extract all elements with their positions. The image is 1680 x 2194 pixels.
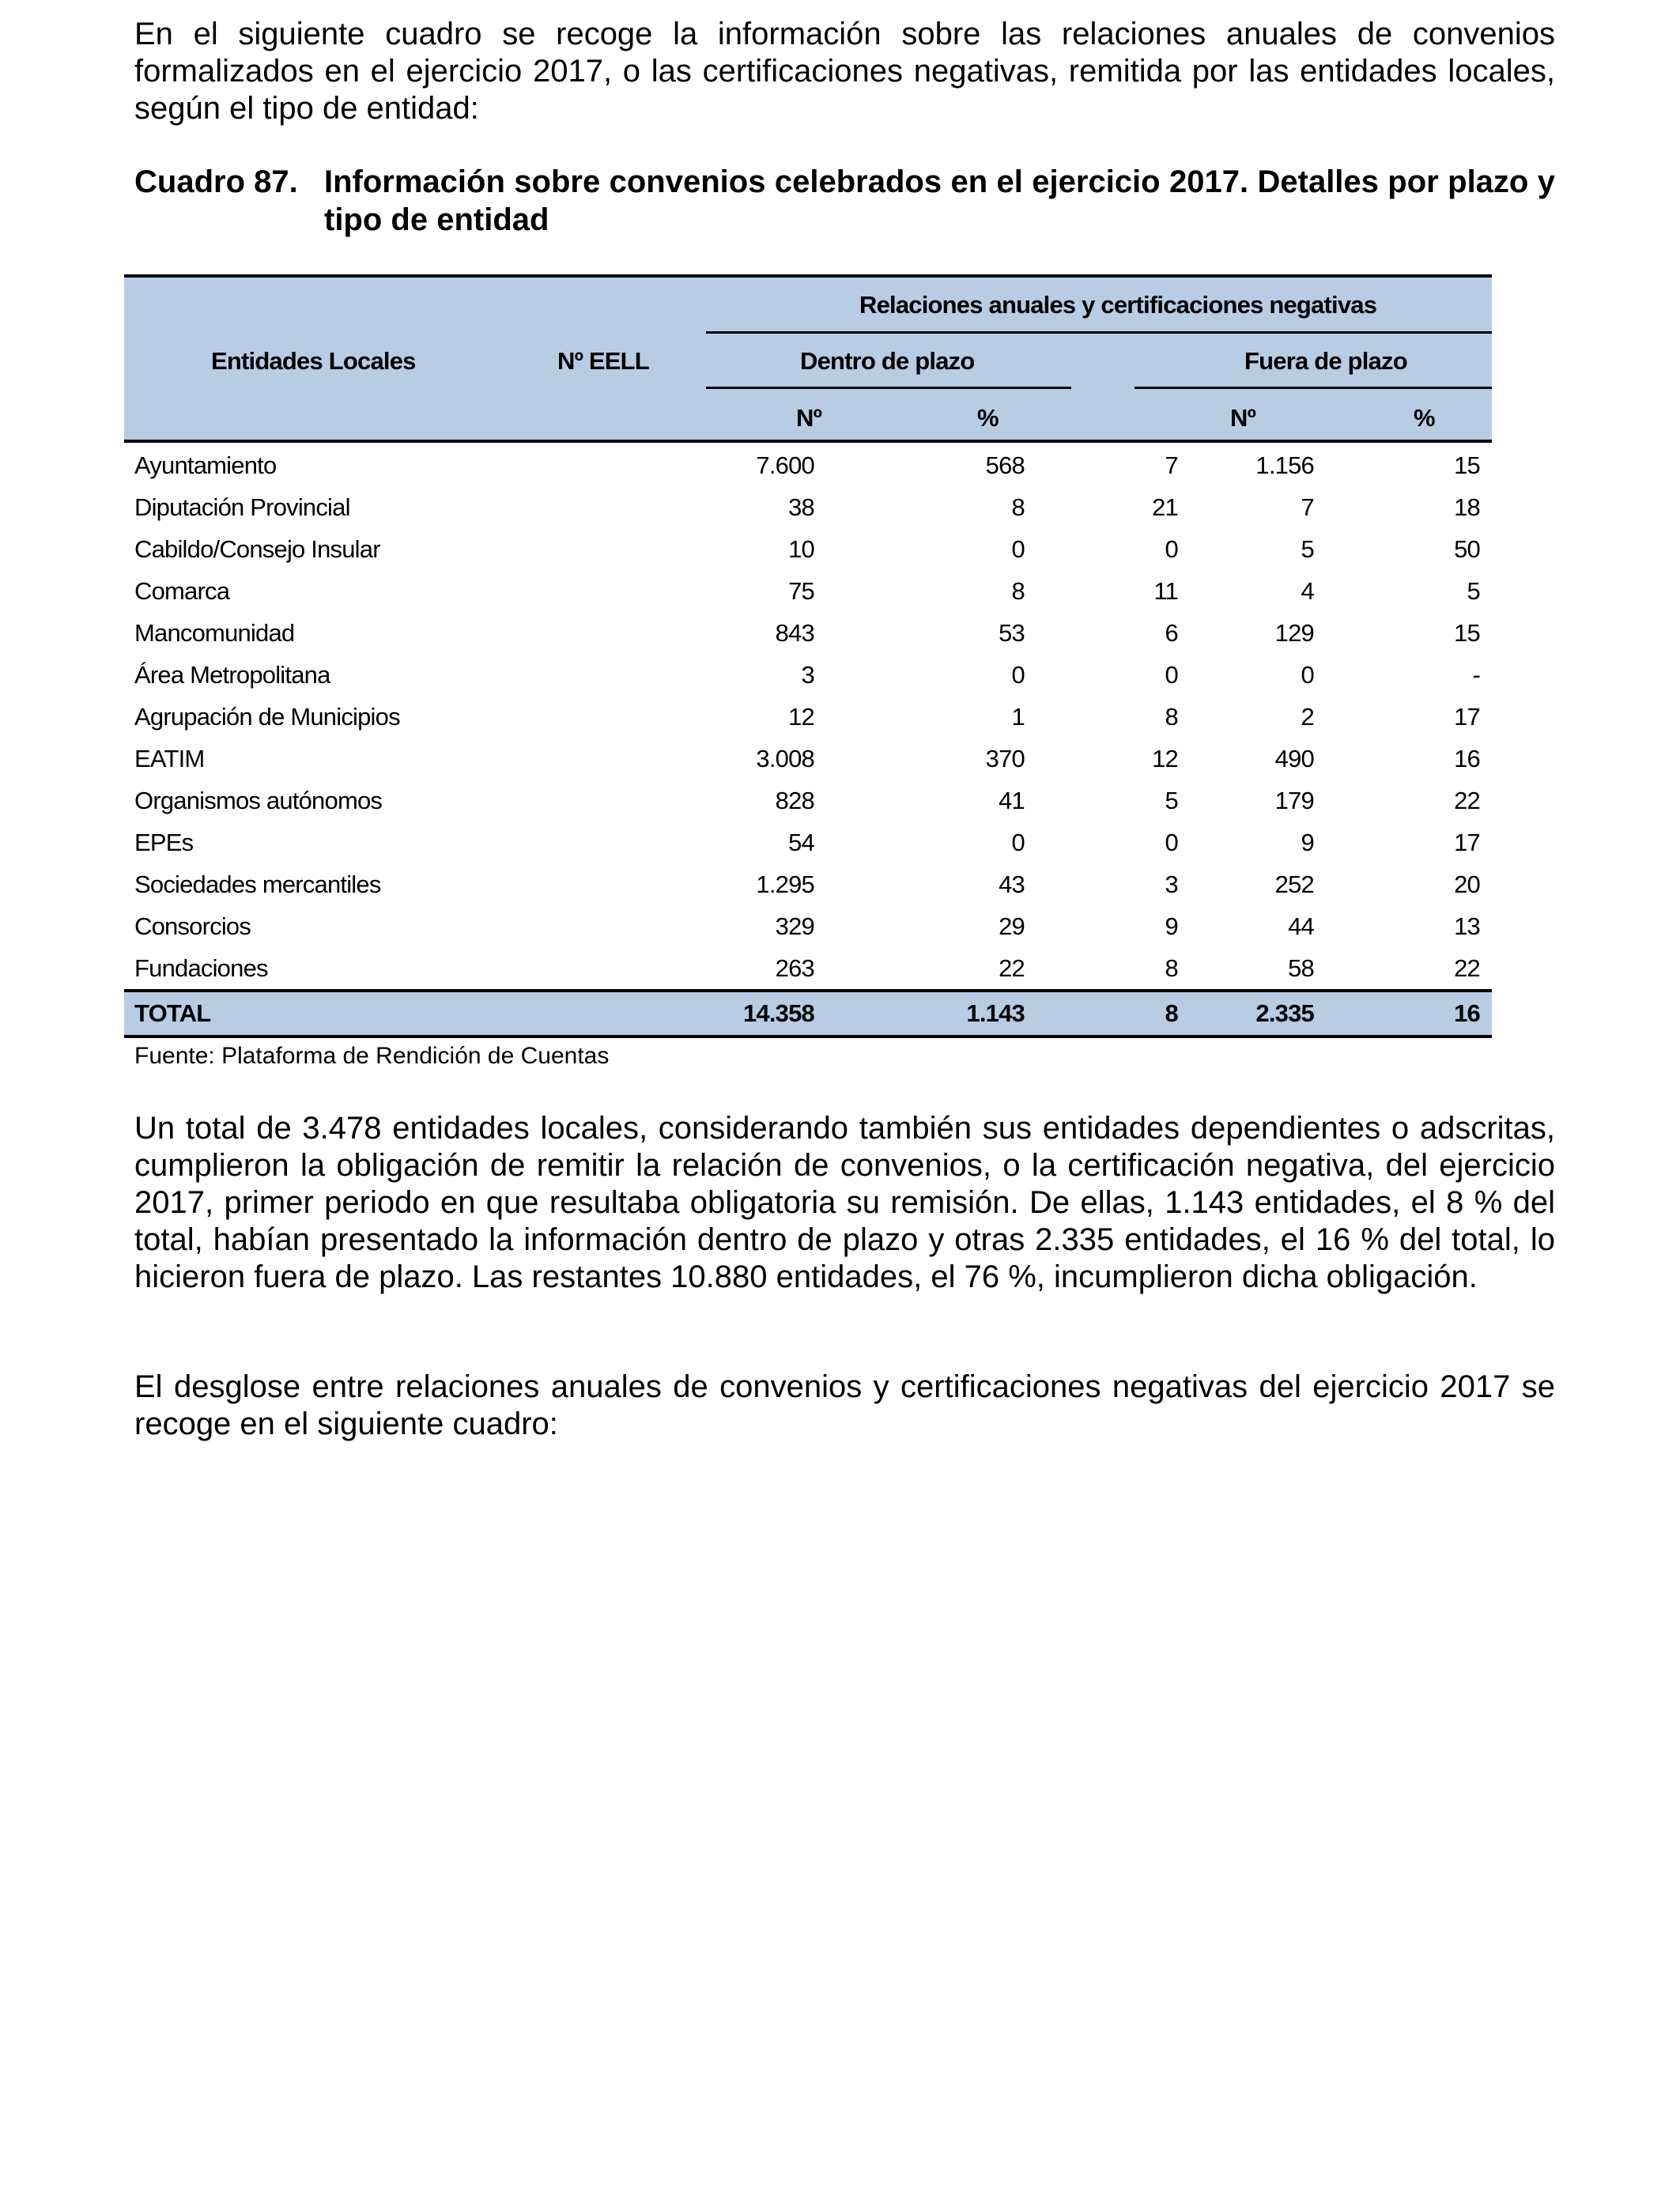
cell-eell: 10 bbox=[788, 535, 814, 563]
cell-outside-num: 252 bbox=[1274, 870, 1314, 898]
cell-entity: Diputación Provincial bbox=[134, 493, 350, 521]
cell-within-pct: 7 bbox=[1165, 451, 1178, 479]
total-within-pct: 8 bbox=[1165, 999, 1178, 1027]
table-row bbox=[124, 570, 1492, 612]
cell-entity: Ayuntamiento bbox=[134, 451, 277, 479]
cell-outside-num: 0 bbox=[1301, 661, 1314, 689]
total-label: TOTAL bbox=[134, 999, 211, 1027]
cell-outside-num: 490 bbox=[1274, 745, 1314, 772]
table-body bbox=[124, 443, 1492, 989]
table-row bbox=[124, 780, 1492, 821]
cell-within-num: 0 bbox=[1011, 829, 1025, 856]
table-caption-number: Cuadro 87. bbox=[134, 164, 298, 199]
total-within-num: 1.143 bbox=[966, 999, 1025, 1027]
cell-outside-num: 1.156 bbox=[1255, 451, 1314, 479]
cell-eell: 1.295 bbox=[756, 870, 814, 898]
cell-eell: 7.600 bbox=[756, 451, 814, 479]
cell-within-num: 0 bbox=[1011, 535, 1025, 563]
cell-outside-pct: 20 bbox=[1454, 870, 1480, 898]
header-entity: Entidades Locales bbox=[211, 347, 416, 375]
total-eell: 14.358 bbox=[742, 999, 814, 1027]
cell-eell: 843 bbox=[775, 619, 814, 647]
cell-outside-pct: 22 bbox=[1454, 787, 1480, 814]
cell-outside-pct: 18 bbox=[1454, 493, 1480, 521]
summary-paragraph: Un total de 3.478 entidades locales, considerando también sus entidades dependientes o adscritas, cumplieron la obligación de remitir la relación de convenios, o la certificación negativa, del ejercicio 2017, primer periodo en que resultaba obligatoria su remisión. De ellas, 1.143 entidades, el 8 % del total, habían presentado la información dentro de plazo y otras 2.335 entidades, el 16 % del total, lo hicieron fuera de plazo. Las restantes 10.880 entidades, el 76 %, incumplieron dicha obligación. bbox=[134, 1111, 1555, 1294]
table-row bbox=[124, 863, 1492, 905]
header-outside-num: Nº bbox=[1230, 404, 1256, 432]
cell-outside-num: 7 bbox=[1301, 493, 1314, 521]
cell-outside-pct: 16 bbox=[1454, 745, 1480, 772]
cell-outside-num: 4 bbox=[1301, 577, 1314, 605]
cell-entity: Sociedades mercantiles bbox=[134, 870, 381, 898]
cell-within-pct: 3 bbox=[1165, 870, 1178, 898]
cell-within-pct: 9 bbox=[1165, 912, 1178, 940]
closing-paragraph: El desglose entre relaciones anuales de convenios y certificaciones negativas del ejercicio 2017 se recoge en el siguiente cuadro: bbox=[134, 1369, 1555, 1441]
cell-outside-pct: 22 bbox=[1454, 954, 1480, 982]
cell-outside-pct: 15 bbox=[1454, 619, 1480, 647]
cell-eell: 75 bbox=[788, 577, 814, 605]
cell-outside-num: 58 bbox=[1288, 954, 1314, 982]
cell-within-num: 29 bbox=[999, 912, 1025, 940]
cell-within-pct: 21 bbox=[1152, 493, 1178, 521]
cell-entity: Cabildo/Consejo Insular bbox=[134, 535, 380, 563]
cell-outside-pct: 5 bbox=[1467, 577, 1480, 605]
cell-entity: EPEs bbox=[134, 829, 194, 856]
table-row bbox=[124, 821, 1492, 863]
cell-eell: 263 bbox=[775, 954, 814, 982]
cell-eell: 3 bbox=[801, 661, 814, 689]
cell-within-num: 41 bbox=[999, 787, 1025, 814]
cell-entity: Fundaciones bbox=[134, 954, 268, 982]
table-row bbox=[124, 486, 1492, 528]
header-group: Relaciones anuales y certificaciones negativas bbox=[859, 291, 1377, 319]
cell-within-pct: 0 bbox=[1165, 661, 1178, 689]
table-row bbox=[124, 612, 1492, 654]
cell-within-num: 8 bbox=[1011, 577, 1025, 605]
header-divider-within bbox=[706, 387, 1071, 389]
cell-eell: 12 bbox=[788, 703, 814, 731]
table-row bbox=[124, 528, 1492, 570]
header-outside: Fuera de plazo bbox=[1244, 347, 1407, 375]
header-within-pct: % bbox=[977, 404, 999, 432]
cell-outside-pct: 17 bbox=[1454, 829, 1480, 856]
data-table bbox=[124, 274, 1492, 1038]
table-caption-title: Información sobre convenios celebrados en el ejercicio 2017. Detalles por plazo y tipo de entidad bbox=[324, 164, 1555, 237]
cell-eell: 54 bbox=[788, 829, 814, 856]
cell-within-num: 22 bbox=[999, 954, 1025, 982]
header-divider-outside bbox=[1134, 387, 1492, 389]
total-outside-num: 2.335 bbox=[1255, 999, 1314, 1027]
cell-within-num: 568 bbox=[985, 451, 1025, 479]
total-outside-pct: 16 bbox=[1454, 999, 1480, 1027]
cell-within-num: 0 bbox=[1011, 661, 1025, 689]
cell-within-num: 1 bbox=[1011, 703, 1025, 731]
cell-within-pct: 5 bbox=[1165, 787, 1178, 814]
header-within: Dentro de plazo bbox=[800, 347, 975, 375]
cell-outside-num: 2 bbox=[1301, 703, 1314, 731]
cell-outside-num: 44 bbox=[1288, 912, 1314, 940]
intro-paragraph: En el siguiente cuadro se recoge la información sobre las relaciones anuales de convenios formalizados en el ejercicio 2017, o las certificaciones negativas, remitida por las entidades locales, según el tipo de entidad: bbox=[134, 17, 1555, 126]
cell-outside-pct: 17 bbox=[1454, 703, 1480, 731]
cell-within-num: 8 bbox=[1011, 493, 1025, 521]
cell-within-pct: 8 bbox=[1165, 703, 1178, 731]
cell-entity: Mancomunidad bbox=[134, 619, 295, 647]
cell-entity: Consorcios bbox=[134, 912, 251, 940]
cell-eell: 3.008 bbox=[756, 745, 814, 772]
table-row bbox=[124, 905, 1492, 947]
cell-outside-num: 129 bbox=[1274, 619, 1314, 647]
cell-eell: 329 bbox=[775, 912, 814, 940]
table-total-row bbox=[124, 989, 1492, 1038]
header-outside-pct: % bbox=[1414, 404, 1435, 432]
table-row bbox=[124, 654, 1492, 696]
table-row bbox=[124, 444, 1492, 486]
cell-within-num: 43 bbox=[999, 870, 1025, 898]
cell-within-pct: 12 bbox=[1152, 745, 1178, 772]
cell-outside-num: 5 bbox=[1301, 535, 1314, 563]
table-header bbox=[124, 274, 1492, 443]
cell-within-pct: 11 bbox=[1153, 577, 1178, 605]
cell-within-num: 370 bbox=[985, 745, 1025, 772]
header-eell: Nº EELL bbox=[557, 347, 649, 375]
cell-within-num: 53 bbox=[999, 619, 1025, 647]
cell-within-pct: 0 bbox=[1165, 829, 1178, 856]
table-row bbox=[124, 738, 1492, 780]
table-row bbox=[124, 947, 1492, 989]
cell-entity: EATIM bbox=[134, 745, 205, 772]
cell-entity: Organismos autónomos bbox=[134, 787, 383, 814]
cell-eell: 38 bbox=[788, 493, 814, 521]
table-source: Fuente: Plataforma de Rendición de Cuentas bbox=[134, 1043, 610, 1069]
cell-within-pct: 6 bbox=[1165, 619, 1178, 647]
cell-entity: Comarca bbox=[134, 577, 230, 605]
cell-outside-num: 9 bbox=[1301, 829, 1314, 856]
cell-outside-pct: - bbox=[1472, 661, 1480, 689]
cell-outside-num: 179 bbox=[1274, 787, 1314, 814]
cell-outside-pct: 13 bbox=[1454, 912, 1480, 940]
cell-within-pct: 8 bbox=[1165, 954, 1178, 982]
cell-entity: Área Metropolitana bbox=[134, 661, 330, 689]
cell-outside-pct: 50 bbox=[1454, 535, 1480, 563]
table-row bbox=[124, 696, 1492, 738]
cell-eell: 828 bbox=[775, 787, 814, 814]
cell-within-pct: 0 bbox=[1165, 535, 1178, 563]
cell-entity: Agrupación de Municipios bbox=[134, 703, 400, 731]
header-within-num: Nº bbox=[796, 404, 822, 432]
header-divider bbox=[706, 331, 1492, 334]
cell-outside-pct: 15 bbox=[1454, 451, 1480, 479]
